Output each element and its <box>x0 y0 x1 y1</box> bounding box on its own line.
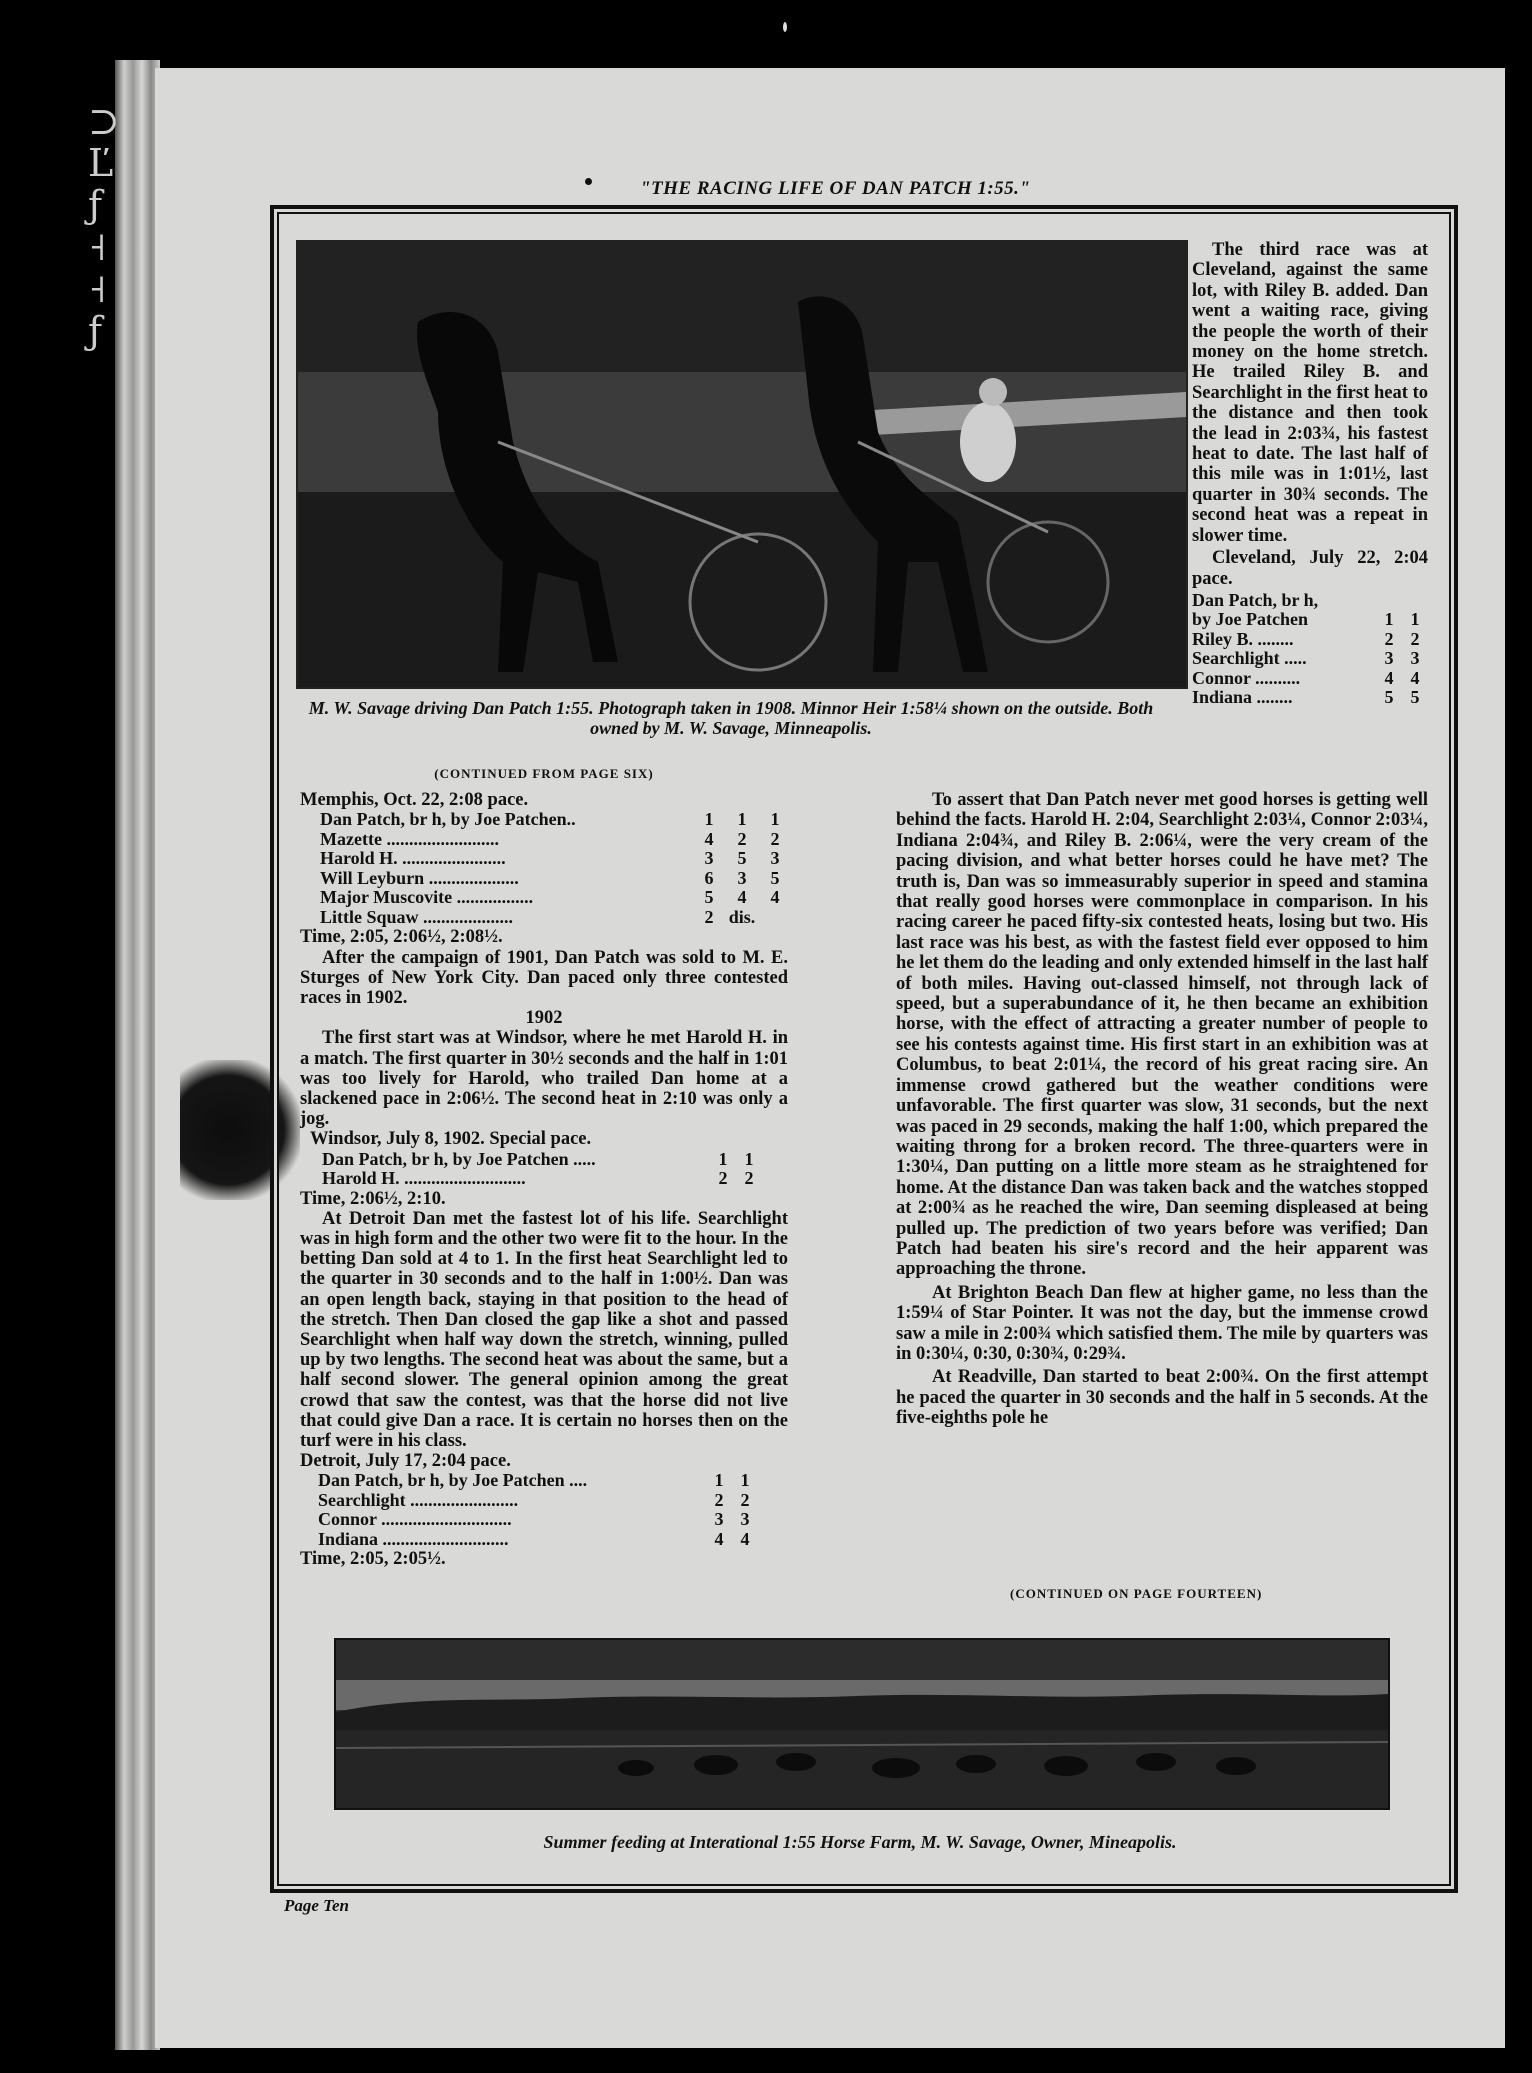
heat-position-cell <box>1402 591 1428 611</box>
memphis-results-table <box>320 810 788 927</box>
windsor-paragraph: The first start was at Windsor, where he met Harold H. in a match. The first quarter in 30½ seconds and the half in 1:01 was too lively for Harold, who trailed Dan home at a slackened pace in 2:06½. The second heat in 2:10 was only a jog. <box>300 1028 788 1130</box>
heat-position-cell: 3 <box>704 848 714 869</box>
memphis-race-head: Memphis, Oct. 22, 2:08 pace. <box>300 790 529 811</box>
table-row <box>318 1491 758 1511</box>
table-row <box>320 869 788 889</box>
horse-name-cell: Indiana ............................ <box>318 1528 509 1549</box>
table-row <box>1192 649 1428 669</box>
heat-position-cell: 5 <box>1384 687 1394 708</box>
heat-position-cell: 1 <box>704 809 714 830</box>
table-row <box>1192 610 1428 630</box>
heat-position-cell: 1 <box>1384 609 1394 630</box>
brighton-beach-paragraph: At Brighton Beach Dan flew at higher game, no less than the 1:59¼ of Star Pointer. It was not the day, but the immense crowd saw a mile in 2:00¾ which satisfied them. The mile by quarters was in 0:30¼, 0:30, 0:30¾, 0:29¾. <box>896 1282 1428 1364</box>
middle-column <box>896 790 1428 1432</box>
horse-name-cell: Dan Patch, br h, <box>1192 589 1319 610</box>
heat-position-cell: 3 <box>1410 648 1420 669</box>
heat-position-cell: 1 <box>1410 609 1420 630</box>
table-row <box>322 1169 762 1189</box>
heat-position-cell: 6 <box>704 867 714 888</box>
horse-name-cell: Searchlight ..... <box>1192 648 1307 669</box>
table-row <box>1192 591 1428 611</box>
table-row <box>1192 669 1428 689</box>
horse-name-cell: Connor .......... <box>1192 667 1301 688</box>
heat-position-cell: 3 <box>714 1509 724 1530</box>
table-row <box>318 1530 758 1550</box>
table-row <box>320 810 788 830</box>
heat-position-cell: 1 <box>744 1148 754 1169</box>
left-margin-marks: ⊃ Ľ ƒ ˧ ˧ ƒ <box>88 99 120 353</box>
detroit-paragraph: At Detroit Dan met the fastest lot of his life. Searchlight was in high form and the other two were fit to the hour. In the betting Dan sold at 4 to 1. In the first heat Searchlight led to the quarter in 30 seconds and to the half in 1:00½. Dan was an open length back, staying in that position to the head of the stretch. Then Dan closed the gap like a shot and passed Searchlight when half way down the stretch, winning, pulled up by two lengths. The second heat was about the same, but a half second slower. The general opinion among the great crowd that saw the contest, was that the horse did not live that could give Dan a race. It is certain no horses then on the turf were in his class. <box>300 1208 788 1452</box>
heat-position-cell: 4 <box>1410 667 1420 688</box>
detroit-time: Time, 2:05, 2:05½. <box>300 1549 446 1570</box>
heat-position-cell: 2 <box>1410 628 1420 649</box>
cleveland-paragraph: The third race was at Cleveland, against the same lot, with Riley B. added. Dan went a waiting race, giving the people the worth of their money on the home stretch. He trailed Riley B. and Searchlight in the first heat to the distance and then took the lead in 2:03¾, his fastest heat to date. The last half of this mile was in 1:01½, last quarter in 30¾ seconds. The second heat was a repeat in slower time. <box>1192 240 1428 546</box>
table-row <box>320 830 788 850</box>
heat-position-cell: 3 <box>770 848 780 869</box>
heat-position-cell: 2 <box>704 906 714 927</box>
continued-from-label: (CONTINUED FROM PAGE SIX) <box>434 766 654 781</box>
heat-position-cell: 1 <box>718 1148 728 1169</box>
horse-name-cell: Searchlight ........................ <box>318 1489 519 1510</box>
heat-position-cell: 5 <box>704 887 714 908</box>
good-horses-paragraph: To assert that Dan Patch never met good horses is getting well behind the facts. Harold H. 2:04, Searchlight 2:03¼, Connor 2:03¼, Indiana 2:04¾, and Riley B. 2:06¼, were the very cream of the pacing division, and what better horses could he have met? The truth is, Dan was so immeasurably superior in speed and stamina that really good horses were commonplace in comparison. In his racing career he paced fifty-six contested heats, losing but two. His last race was his best, as with the fastest field ever opposed to him he let them do the leading and only extended himself in the last half of both miles. Having out-classed himself, not through lack of speed, but a superabundance of it, he then became an exhibition horse, with the effect of attracting a greater number of people to see his contests against time. His first start in an exhibition was at Columbus, to beat 2:01¼, the record of his great racing sire. An immense crowd gathered but the weather conditions were unfavorable. The first quarter was slow, 31 seconds, but the next was paced in 29 seconds, making the half 1:00, which prepared the waiting throng for a broken record. The three-quarters were in 1:30¼, Dan putting on a little more steam as he straightened for home. At the distance Dan was taken back and the watches stopped at 2:00¾ as he reached the wire, Dan seeming displeased at being pulled up. The prediction of two years before was verified; Dan Patch had beaten his sire's record and the heir apparent was approaching the throne. <box>896 790 1428 1280</box>
horse-name-cell: by Joe Patchen <box>1192 609 1308 630</box>
horse-name-cell: Little Squaw .................... <box>320 906 514 927</box>
table-row <box>1192 630 1428 650</box>
horse-and-sulky-icon <box>298 242 1186 687</box>
horse-name-cell: Harold H. ........................... <box>322 1168 526 1189</box>
horse-name-cell: Dan Patch, br h, by Joe Patchen.. <box>320 809 576 830</box>
heat-position-cell: 1 <box>737 809 747 830</box>
ink-dot <box>585 178 592 185</box>
heat-position-cell: 2 <box>718 1168 728 1189</box>
heat-position-cell: 5 <box>770 867 780 888</box>
heat-position-cell: 1 <box>714 1470 724 1491</box>
horse-farm-pasture-icon <box>336 1640 1388 1808</box>
memphis-time: Time, 2:05, 2:06½, 2:08½. <box>300 927 503 948</box>
horse-name-cell: Harold H. ....................... <box>320 848 506 869</box>
heat-position-cell: 4 <box>714 1528 724 1549</box>
horse-name-cell: Dan Patch, br h, by Joe Patchen .... <box>318 1470 588 1491</box>
ink-dot <box>783 22 787 32</box>
heat-position-cell: 2 <box>740 1489 750 1510</box>
heat-position-cell: 3 <box>740 1509 750 1530</box>
heat-position-cell: 4 <box>740 1528 750 1549</box>
heat-position-cell: 1 <box>770 809 780 830</box>
heat-position-cell: 4 <box>737 887 747 908</box>
heat-position-cell: 2 <box>770 828 780 849</box>
horse-farm-pasture-photo <box>334 1638 1390 1810</box>
heat-position-cell: 4 <box>770 887 780 908</box>
detroit-results-table <box>318 1471 758 1549</box>
heat-position-cell: 4 <box>1384 667 1394 688</box>
horse-name-cell: Mazette ......................... <box>320 828 499 849</box>
heat-position-cell: 2 <box>1384 628 1394 649</box>
right-top-column <box>1192 240 1428 708</box>
cleveland-results-table <box>1192 591 1428 708</box>
left-column <box>300 762 788 1570</box>
horse-name-cell: Riley B. ........ <box>1192 628 1294 649</box>
top-photo-caption: M. W. Savage driving Dan Patch 1:55. Photograph taken in 1908. Minnor Heir 1:58¼ shown on the outside. Both owned by M. W. Savage, Minneapolis. <box>308 698 1154 738</box>
heat-position-cell: 2 <box>714 1489 724 1510</box>
cleveland-race-head: Cleveland, July 22, 2:04 pace. <box>1192 548 1428 589</box>
heat-position-cell: 5 <box>1410 687 1420 708</box>
heat-position-cell: 2 <box>737 828 747 849</box>
table-row <box>1192 688 1428 708</box>
heat-position-cell <box>1376 591 1402 611</box>
continued-on-label: (CONTINUED ON PAGE FOURTEEN) <box>1010 1586 1263 1601</box>
table-row <box>320 888 788 908</box>
windsor-race-head: Windsor, July 8, 1902. Special pace. <box>310 1129 592 1150</box>
year-heading: 1902 <box>525 1008 563 1029</box>
heat-position-cell: dis. <box>728 906 756 927</box>
horse-name-cell: Connor ............................. <box>318 1509 512 1530</box>
heat-position-cell: 3 <box>737 867 747 888</box>
heat-position-cell <box>762 908 788 928</box>
horse-name-cell: Dan Patch, br h, by Joe Patchen ..... <box>322 1148 596 1169</box>
page-number: Page Ten <box>284 1896 350 1915</box>
horse-name-cell: Will Leyburn .................... <box>320 867 519 888</box>
windsor-time: Time, 2:06½, 2:10. <box>300 1188 446 1209</box>
bottom-photo-caption: Summer feeding at Interational 1:55 Horse Farm, M. W. Savage, Owner, Mineapolis. <box>543 1832 1177 1852</box>
horse-and-sulky-photo <box>296 240 1188 689</box>
heat-position-cell: 4 <box>704 828 714 849</box>
table-row <box>318 1471 758 1491</box>
campaign-paragraph: After the campaign of 1901, Dan Patch was sold to M. E. Sturges of New York City. Dan paced only three contested races in 1902. <box>300 947 788 1009</box>
detroit-race-head: Detroit, July 17, 2:04 pace. <box>300 1451 511 1472</box>
heat-position-cell: 5 <box>737 848 747 869</box>
page-edge-strip <box>115 60 160 2050</box>
horse-name-cell: Major Muscovite ................. <box>320 887 534 908</box>
windsor-results-table <box>322 1150 762 1189</box>
heat-position-cell: 1 <box>740 1470 750 1491</box>
table-row <box>322 1150 762 1170</box>
heat-position-cell: 2 <box>744 1168 754 1189</box>
table-row <box>320 908 788 928</box>
page-header: "THE RACING LIFE OF DAN PATCH 1:55." <box>640 178 1031 199</box>
table-row <box>318 1510 758 1530</box>
horse-name-cell: Indiana ........ <box>1192 687 1293 708</box>
table-row <box>320 849 788 869</box>
heat-position-cell: 3 <box>1384 648 1394 669</box>
readville-paragraph: At Readville, Dan started to beat 2:00¾. On the first attempt he paced the quarter in 30 seconds and the half in 5 seconds. At the five-eighths pole he <box>896 1367 1428 1429</box>
